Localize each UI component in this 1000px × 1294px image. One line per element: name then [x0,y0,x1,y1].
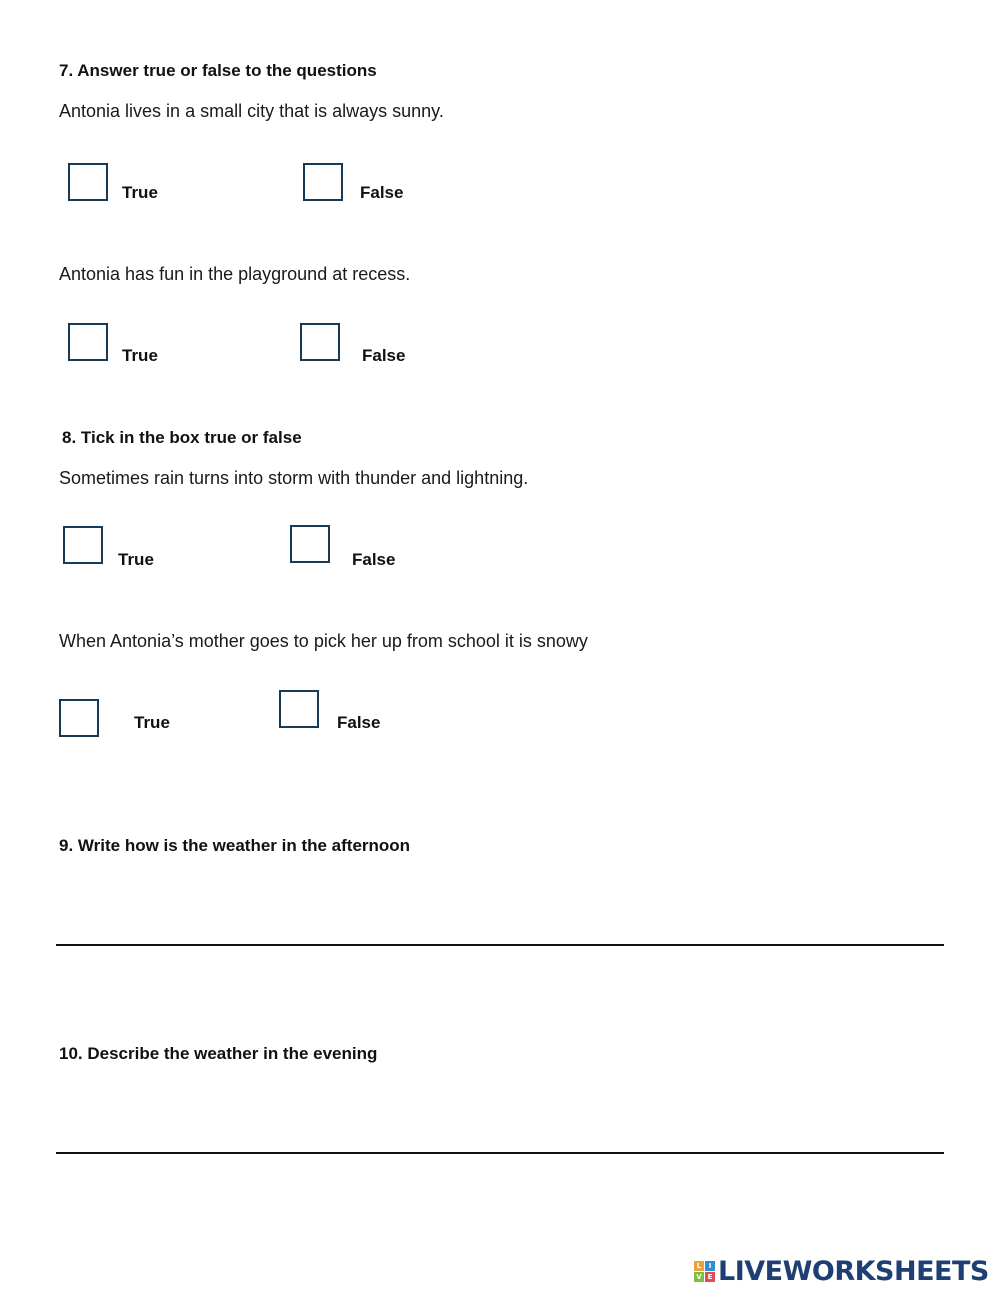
liveworksheets-logo-mark-icon [694,1261,715,1282]
logo-mark-letter: V [694,1272,704,1282]
question-10-heading: 10. Describe the weather in the evening [59,1044,378,1063]
q8-s1-true-checkbox[interactable] [63,526,103,564]
logo-mark-letter: E [705,1272,715,1282]
question-9-heading: 9. Write how is the weather in the afternoon [59,836,411,855]
q8-s2-false-checkbox[interactable] [279,690,319,728]
q7-s2-false-checkbox[interactable] [300,323,340,361]
q8-s1-false-checkbox[interactable] [290,525,330,563]
q7-s1-true-label: True [122,183,158,202]
q7-s2-true-label: True [122,346,158,365]
question-8-heading: 8. Tick in the box true or false [62,428,302,447]
logo-mark-letter: L [694,1261,704,1271]
q7-s1-false-checkbox[interactable] [303,163,343,201]
question-10-answer-line[interactable] [56,1152,944,1154]
q8-s1-true-label: True [118,550,154,569]
liveworksheets-logo [694,1256,989,1287]
liveworksheets-logo-text: LIVEWORKSHEETS [718,1256,989,1287]
q8-s2-true-checkbox[interactable] [59,699,99,737]
q7-s2-false-label: False [362,346,406,365]
q8-s2-true-label: True [134,713,170,732]
q8-s1-false-label: False [352,550,396,569]
question-7-statement-2: Antonia has fun in the playground at recess. [59,264,411,284]
q7-s2-true-checkbox[interactable] [68,323,108,361]
question-8-statement-2: When Antonia’s mother goes to pick her up from school it is snowy [59,631,588,651]
question-9-answer-line[interactable] [56,944,944,946]
q7-s1-false-label: False [360,183,404,202]
logo-mark-letter: I [705,1261,715,1271]
q7-s1-true-checkbox[interactable] [68,163,108,201]
question-8-statement-1: Sometimes rain turns into storm with thunder and lightning. [59,468,529,488]
question-7-heading: 7. Answer true or false to the questions [59,61,377,80]
question-7-statement-1: Antonia lives in a small city that is always sunny. [59,101,444,121]
q8-s2-false-label: False [337,713,381,732]
